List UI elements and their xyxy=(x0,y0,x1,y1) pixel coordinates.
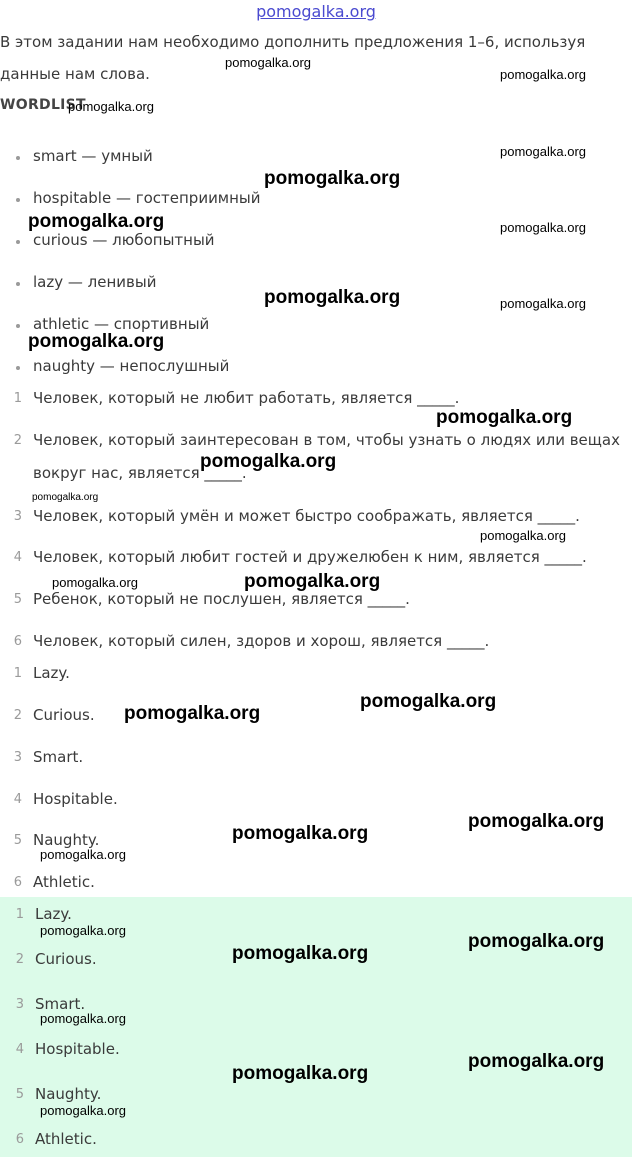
intro-line-1: В этом задании нам необходимо дополнить предложения 1–6, используя xyxy=(0,33,586,51)
task-sentence: Человек, который умён и может быстро соображать, является _____. xyxy=(33,507,580,525)
answer-text: Athletic. xyxy=(33,873,95,891)
watermark: pomogalka.org xyxy=(244,571,381,592)
wordlist-item: naughty — непослушный xyxy=(33,357,230,375)
watermark: pomogalka.org xyxy=(500,296,586,311)
bullet-icon xyxy=(16,282,20,286)
watermark: pomogalka.org xyxy=(52,575,138,590)
answer-number: 1 xyxy=(13,666,22,681)
site-header-link[interactable]: pomogalka.org xyxy=(256,2,376,21)
answer-number: 6 xyxy=(13,875,22,890)
watermark: pomogalka.org xyxy=(264,287,401,308)
watermark: pomogalka.org xyxy=(436,407,573,428)
answer-text: Curious. xyxy=(33,706,95,724)
bullet-icon xyxy=(16,198,20,202)
task-number: 3 xyxy=(13,509,22,524)
task-number: 6 xyxy=(13,634,22,649)
task-number: 2 xyxy=(13,433,22,448)
answer-number: 5 xyxy=(13,833,22,848)
task-sentence: Ребенок, который не послушен, является _____. xyxy=(33,590,410,608)
answer-box-number: 2 xyxy=(15,952,24,967)
wordlist-item: athletic — спортивный xyxy=(33,315,210,333)
bullet-icon xyxy=(16,324,20,328)
watermark: pomogalka.org xyxy=(225,55,311,70)
task-sentence: Человек, который заинтересован в том, чтобы узнать о людях или вещах xyxy=(33,431,620,449)
intro-line-2: данные нам слова. xyxy=(0,65,150,83)
watermark: pomogalka.org xyxy=(500,144,586,159)
answer-number: 4 xyxy=(13,792,22,807)
watermark: pomogalka.org xyxy=(480,528,566,543)
answer-box-text: Smart. xyxy=(35,995,86,1013)
task-sentence: Человек, который любит гостей и дружелюбен к ним, является _____. xyxy=(33,548,587,566)
task-number: 1 xyxy=(13,391,22,406)
answer-number: 2 xyxy=(13,708,22,723)
watermark: pomogalka.org xyxy=(124,703,261,724)
watermark: pomogalka.org xyxy=(40,923,126,938)
watermark: pomogalka.org xyxy=(28,331,165,352)
answer-box-text: Athletic. xyxy=(35,1130,97,1148)
answer-box-number: 6 xyxy=(15,1132,24,1147)
watermark: pomogalka.org xyxy=(500,67,586,82)
watermark: pomogalka.org xyxy=(40,1103,126,1118)
answer-box-text: Hospitable. xyxy=(35,1040,120,1058)
watermark: pomogalka.org xyxy=(232,1063,369,1084)
watermark: pomogalka.org xyxy=(360,691,497,712)
watermark: pomogalka.org xyxy=(468,811,605,832)
wordlist-title: WORDLIST xyxy=(0,97,86,113)
bullet-icon xyxy=(16,240,20,244)
answer-box-number: 5 xyxy=(15,1087,24,1102)
answer-text: Hospitable. xyxy=(33,790,118,808)
watermark: pomogalka.org xyxy=(468,1051,605,1072)
task-number: 5 xyxy=(13,592,22,607)
watermark: pomogalka.org xyxy=(232,943,369,964)
answer-text: Naughty. xyxy=(33,831,100,849)
bullet-icon xyxy=(16,156,20,160)
answer-box-text: Lazy. xyxy=(35,905,72,923)
answer-text: Lazy. xyxy=(33,664,70,682)
answer-box-text: Naughty. xyxy=(35,1085,102,1103)
watermark: pomogalka.org xyxy=(40,1011,126,1026)
watermark: pomogalka.org xyxy=(200,451,337,472)
watermark: pomogalka.org xyxy=(40,847,126,862)
watermark: pomogalka.org xyxy=(232,823,369,844)
wordlist-item: smart — умный xyxy=(33,147,153,165)
answer-box-number: 4 xyxy=(15,1042,24,1057)
task-sentence: Человек, который не любит работать, является _____. xyxy=(33,389,460,407)
task-number: 4 xyxy=(13,550,22,565)
watermark: pomogalka.org xyxy=(28,211,165,232)
watermark: pomogalka.org xyxy=(68,99,154,114)
watermark: pomogalka.org xyxy=(500,220,586,235)
answer-number: 3 xyxy=(13,750,22,765)
watermark: pomogalka.org xyxy=(468,931,605,952)
answer-text: Smart. xyxy=(33,748,84,766)
task-sentence: Человек, который силен, здоров и хорош, является _____. xyxy=(33,632,490,650)
task-sentence-continued: вокруг нас, является _____. xyxy=(33,464,247,482)
watermark: pomogalka.org xyxy=(32,492,99,503)
bullet-icon xyxy=(16,366,20,370)
answer-box-text: Curious. xyxy=(35,950,97,968)
wordlist-item: hospitable — гостеприимный xyxy=(33,189,261,207)
answer-box-number: 1 xyxy=(15,907,24,922)
watermark: pomogalka.org xyxy=(264,168,401,189)
answer-box-number: 3 xyxy=(15,997,24,1012)
wordlist-item: curious — любопытный xyxy=(33,231,215,249)
wordlist-item: lazy — ленивый xyxy=(33,273,157,291)
